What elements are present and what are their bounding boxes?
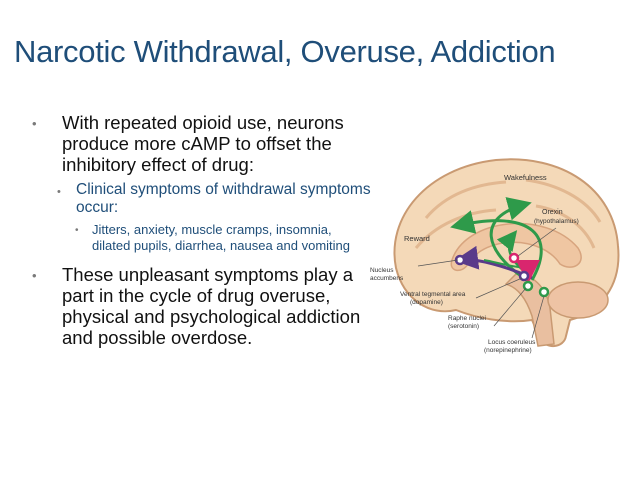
vta-node (520, 272, 528, 280)
label-vta: Ventral tegmental area (400, 291, 466, 298)
label-raphe: Raphe nuclei (448, 315, 486, 322)
sub-sub-bullet-text: Jitters, anxiety, muscle cramps, insomnia, dilated pupils, diarrhea, nausea and vomiting (92, 222, 351, 253)
cerebellum (548, 282, 608, 318)
bullet-list (26, 112, 371, 354)
label-locus: Locus coeruleus (488, 339, 536, 346)
bullet-marker: • (57, 186, 61, 198)
bullet-item (26, 112, 371, 175)
bullet-text: These unpleasant symptoms play a part in the cycle of drug overuse, physical and psychological addiction and possible overdose. (62, 264, 361, 348)
label-norepinephrine: (norepinephrine) (484, 347, 532, 354)
sub-bullet-item (26, 181, 371, 217)
label-reward: Reward (404, 234, 430, 243)
slide-title: Narcotic Withdrawal, Overuse, Addiction (14, 34, 556, 69)
label-wakefulness: Wakefulness (504, 173, 547, 182)
orexin-node (510, 254, 518, 262)
bullet-text: With repeated opioid use, neurons produce more cAMP to offset the inhibitory effect of drug: (62, 112, 344, 175)
locus-coeruleus-node (540, 288, 548, 296)
bullet-marker: • (32, 268, 37, 283)
sub-sub-bullet-item (26, 222, 371, 254)
label-nucleus: Nucleus (370, 267, 394, 274)
brain-illustration (356, 148, 626, 358)
bullet-marker: • (32, 116, 37, 131)
label-hypothalamus: (hypothalamus) (534, 218, 579, 225)
label-accumbens: accumbens (370, 275, 404, 282)
bullet-marker: • (75, 225, 79, 236)
label-serotonin: (serotonin) (448, 323, 480, 330)
bullet-item (26, 264, 371, 348)
sub-bullet-text: Clinical symptoms of withdrawal symptoms occur: (76, 181, 371, 216)
label-orexin: Orexin (542, 209, 563, 216)
label-dopamine: (dopamine) (410, 299, 443, 306)
brain-diagram (356, 148, 626, 358)
